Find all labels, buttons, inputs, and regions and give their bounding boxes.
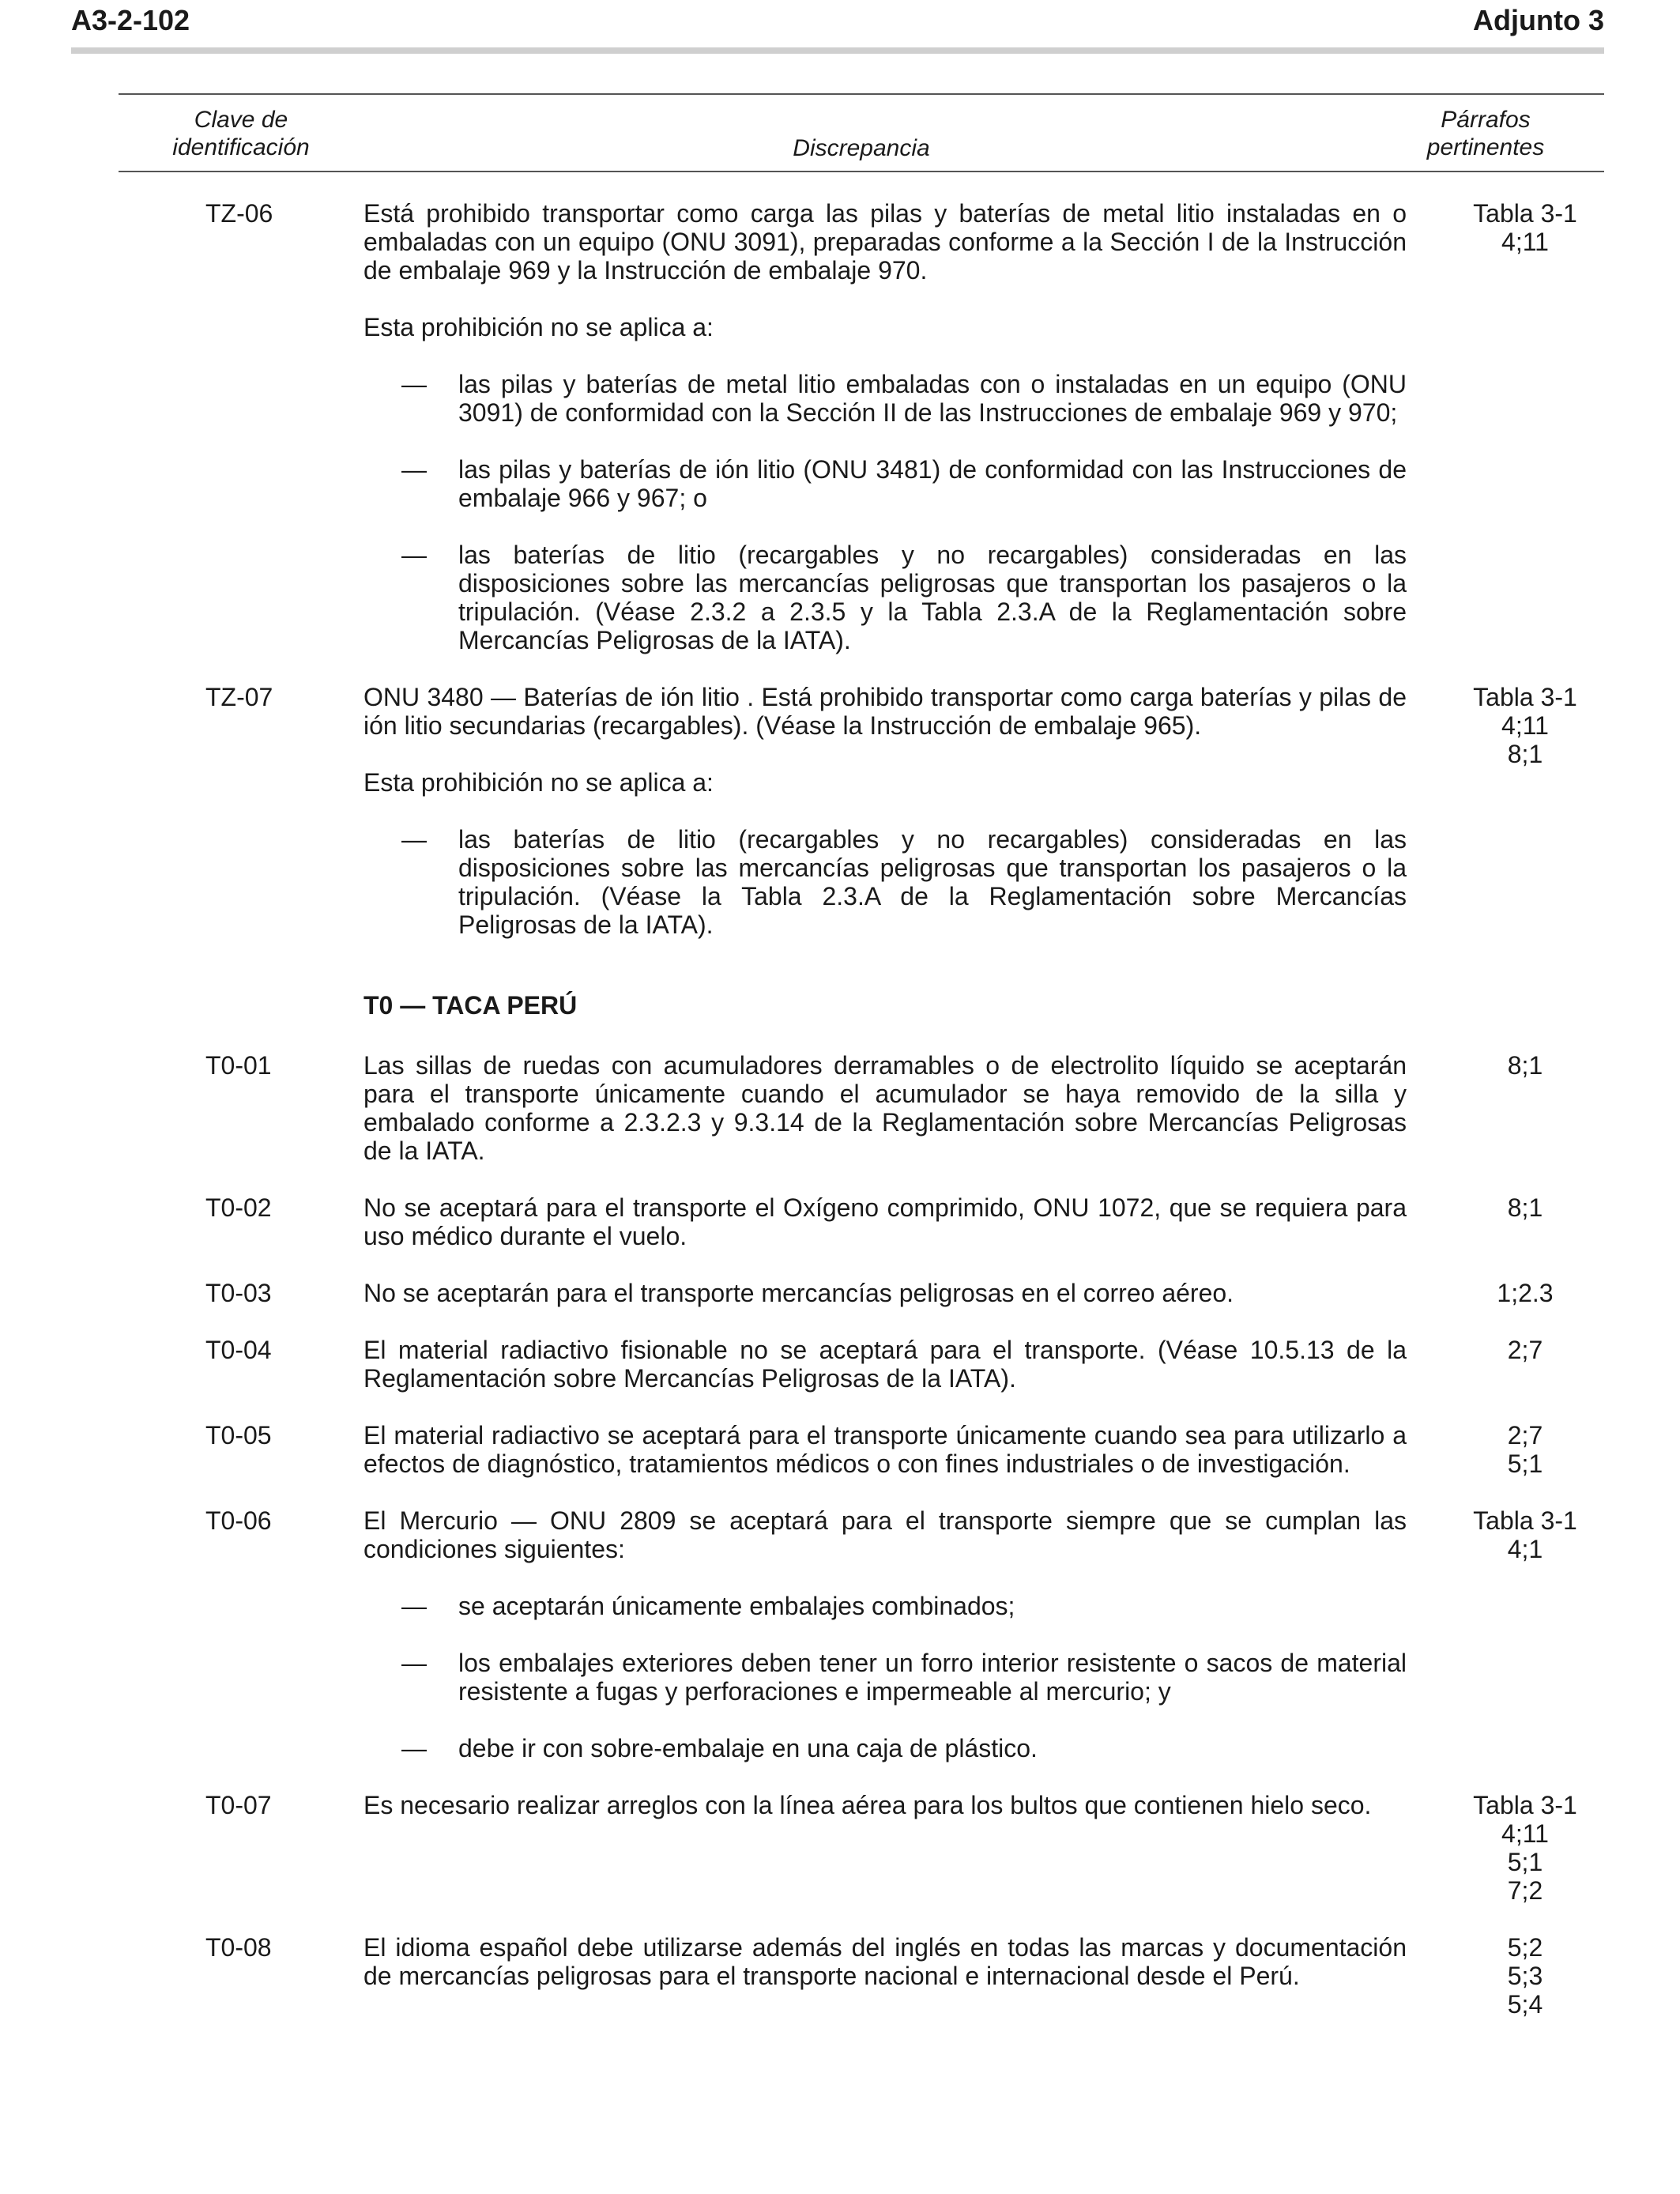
pertinent-paragraphs	[1407, 1279, 1604, 1307]
table-row	[119, 1279, 1604, 1307]
table-row	[119, 683, 1604, 939]
rows-group-b	[119, 1051, 1604, 2019]
pertinent-paragraphs	[1407, 1933, 1604, 2019]
discrepancy-paragraph: Está prohibido transportar como carga las pilas y baterías de metal litio instaladas en o embaladas con un equipo (ONU 3091), preparadas conforme a la Sección I de la Instrucción de embalaje 969 y la Instrucción de embalaje 970.	[363, 199, 1407, 285]
discrepancy-paragraph: Es necesario realizar arreglos con la línea aérea para los bultos que contienen hielo seco.	[363, 1791, 1372, 1819]
discrepancy-paragraph: ONU 3480 — Baterías de ión litio . Está prohibido transportar como carga baterías y pilas de ión litio secundarias (recargables). (Véase la Instrucción de embalaje 965).	[363, 683, 1407, 740]
pertinent-paragraphs	[1407, 199, 1604, 654]
discrepancy-paragraph: No se aceptarán para el transporte mercancías peligrosas en el correo aéreo.	[363, 1279, 1234, 1307]
discrepancy-paragraph: El idioma español debe utilizarse además del inglés en todas las marcas y documentación de mercancías peligrosas para el transporte nacional e internacional desde el Perú.	[363, 1933, 1407, 1990]
paragraph-reference: Tabla 3-1	[1473, 199, 1577, 228]
em-dash-bullet: —	[401, 825, 427, 854]
table-row	[119, 1791, 1604, 1905]
table-row	[119, 1336, 1604, 1393]
em-dash-bullet: —	[401, 370, 427, 398]
discrepancy-paragraph: No se aceptará para el transporte el Oxígeno comprimido, ONU 1072, que se requiera para uso médico durante el vuelo.	[363, 1193, 1407, 1250]
column-header-key	[119, 106, 363, 161]
identification-key: T0-04	[205, 1336, 272, 1364]
table-row	[119, 1506, 1604, 1762]
discrepancy-text	[363, 1279, 1407, 1307]
identification-key: T0-03	[205, 1279, 272, 1307]
attachment-label: Adjunto 3	[1473, 4, 1604, 36]
discrepancy-text	[363, 1193, 1407, 1250]
table-row	[119, 1051, 1604, 1165]
identification-key: T0-06	[205, 1506, 272, 1535]
identification-key: TZ-07	[205, 683, 273, 711]
paragraph-reference: 2;7	[1507, 1421, 1543, 1449]
discrepancy-paragraph: Esta prohibición no se aplica a:	[363, 313, 714, 341]
paragraph-reference: 4;1	[1507, 1535, 1543, 1563]
paragraph-reference: 4;11	[1501, 1819, 1549, 1848]
column-header-key-line1: Clave de	[194, 107, 288, 133]
pertinent-paragraphs	[1407, 1506, 1604, 1762]
paragraph-reference: 4;11	[1501, 228, 1549, 256]
dash-list-text: debe ir con sobre-embalaje en una caja de plástico.	[458, 1734, 1038, 1762]
paragraph-reference: 5;2	[1507, 1933, 1543, 1962]
identification-key: T0-02	[205, 1193, 272, 1222]
pertinent-paragraphs	[1407, 1051, 1604, 1165]
discrepancy-paragraph: Esta prohibición no se aplica a:	[363, 768, 714, 797]
em-dash-bullet: —	[401, 1734, 427, 1762]
paragraph-reference: 8;1	[1507, 1193, 1543, 1222]
discrepancy-paragraph: El Mercurio — ONU 2809 se aceptará para el transporte siempre que se cumplan las condiciones siguientes:	[363, 1506, 1407, 1563]
discrepancy-table	[119, 93, 1604, 2047]
pertinent-paragraphs	[1407, 1791, 1604, 1905]
paragraph-reference: 5;1	[1507, 1449, 1543, 1478]
em-dash-bullet: —	[401, 1649, 427, 1677]
discrepancy-text	[363, 1933, 1407, 2019]
em-dash-bullet: —	[401, 1592, 427, 1620]
discrepancy-text	[363, 1506, 1407, 1762]
paragraph-reference: 7;2	[1507, 1876, 1543, 1905]
discrepancy-text	[363, 1336, 1407, 1393]
paragraph-reference: Tabla 3-1	[1473, 683, 1577, 711]
rows-group-a	[119, 172, 1604, 939]
column-header-refs-line2: pertinentes	[1426, 134, 1545, 160]
discrepancy-paragraph: El material radiactivo se aceptará para el transporte únicamente cuando sea para utilizarlo a efectos de diagnóstico, tratamientos médicos o con fines industriales o de investigación.	[363, 1421, 1407, 1478]
discrepancy-text	[363, 199, 1407, 654]
em-dash-bullet: —	[401, 541, 427, 569]
page-number: A3-2-102	[71, 4, 190, 36]
dash-list-text: las baterías de litio (recargables y no recargables) consideradas en las disposiciones sobre las mercancías peligrosas que transportan los pasajeros o la tripulación. (Véase 2.3.2 a 2.3.5 y la Tabla 2.3.A de la Reglamentación sobre Mercancías Peligrosas de la IATA).	[458, 541, 1407, 654]
table-row	[119, 1421, 1604, 1478]
em-dash-bullet: —	[401, 455, 427, 484]
table-row	[119, 1933, 1604, 2019]
dash-list-item	[363, 1734, 1407, 1762]
paragraph-reference: 8;1	[1507, 1051, 1543, 1080]
dash-list-text: los embalajes exteriores deben tener un forro interior resistente o sacos de material resistente a fugas y perforaciones e impermeable al mercurio; y	[458, 1649, 1407, 1706]
dash-list-item	[363, 1649, 1407, 1706]
paragraph-reference: 5;1	[1507, 1848, 1543, 1876]
pertinent-paragraphs	[1407, 683, 1604, 939]
dash-list-item	[363, 825, 1407, 939]
paragraph-reference: 4;11	[1501, 711, 1549, 740]
identification-key: TZ-06	[205, 199, 273, 228]
discrepancy-text	[363, 1051, 1407, 1165]
dash-list-text: se aceptarán únicamente embalajes combinados;	[458, 1592, 1015, 1620]
column-header-discrepancy: Discrepancia	[793, 135, 930, 161]
paragraph-reference: Tabla 3-1	[1473, 1791, 1577, 1819]
dash-list-item	[363, 541, 1407, 654]
dash-list-text: las pilas y baterías de metal litio embaladas con o instaladas en un equipo (ONU 3091) de conformidad con la Sección II de las Instrucciones de embalaje 969 y 970;	[458, 370, 1407, 427]
discrepancy-paragraph: El material radiactivo fisionable no se aceptará para el transporte. (Véase 10.5.13 de la Reglamentación sobre Mercancías Peligrosas de la IATA).	[363, 1336, 1407, 1393]
discrepancy-text	[363, 1421, 1407, 1478]
pertinent-paragraphs	[1407, 1336, 1604, 1393]
identification-key: T0-01	[205, 1051, 272, 1080]
column-header-refs	[1367, 106, 1604, 161]
dash-list-item	[363, 455, 1407, 512]
discrepancy-paragraph: Las sillas de ruedas con acumuladores derramables o de electrolito líquido se aceptarán para el transporte únicamente cuando el acumulador se haya removido de la silla y embalado conforme a 2.3.2.3 y 9.3.14 de la Reglamentación sobre Mercancías Peligrosas de la IATA.	[363, 1051, 1407, 1165]
table-row	[119, 1193, 1604, 1250]
header-rule	[71, 47, 1604, 54]
table-row	[119, 199, 1604, 654]
paragraph-reference: 2;7	[1507, 1336, 1543, 1364]
paragraph-reference: 5;3	[1507, 1962, 1543, 1990]
paragraph-reference: 8;1	[1507, 740, 1543, 768]
dash-list-item	[363, 1592, 1407, 1620]
discrepancy-text	[363, 1791, 1407, 1905]
dash-list-item	[363, 370, 1407, 427]
discrepancy-text	[363, 683, 1407, 939]
paragraph-reference: 5;4	[1507, 1990, 1543, 2019]
dash-list-text: las pilas y baterías de ión litio (ONU 3481) de conformidad con las Instrucciones de embalaje 966 y 967; o	[458, 455, 1407, 512]
identification-key: T0-05	[205, 1421, 272, 1449]
column-header-key-line2: identificación	[172, 134, 310, 160]
paragraph-reference: 1;2.3	[1497, 1279, 1554, 1307]
column-headers	[119, 95, 1604, 171]
section-title: T0 — TACA PERÚ	[363, 991, 578, 1020]
identification-key: T0-07	[205, 1791, 272, 1819]
paragraph-reference: Tabla 3-1	[1473, 1506, 1577, 1535]
identification-key: T0-08	[205, 1933, 272, 1962]
column-header-refs-line1: Párrafos	[1441, 107, 1531, 133]
pertinent-paragraphs	[1407, 1421, 1604, 1478]
pertinent-paragraphs	[1407, 1193, 1604, 1250]
dash-list-text: las baterías de litio (recargables y no recargables) consideradas en las disposiciones sobre las mercancías peligrosas que transportan los pasajeros o la tripulación. (Véase la Tabla 2.3.A de la Reglamentación sobre Mercancías Peligrosas de la IATA).	[458, 825, 1407, 939]
